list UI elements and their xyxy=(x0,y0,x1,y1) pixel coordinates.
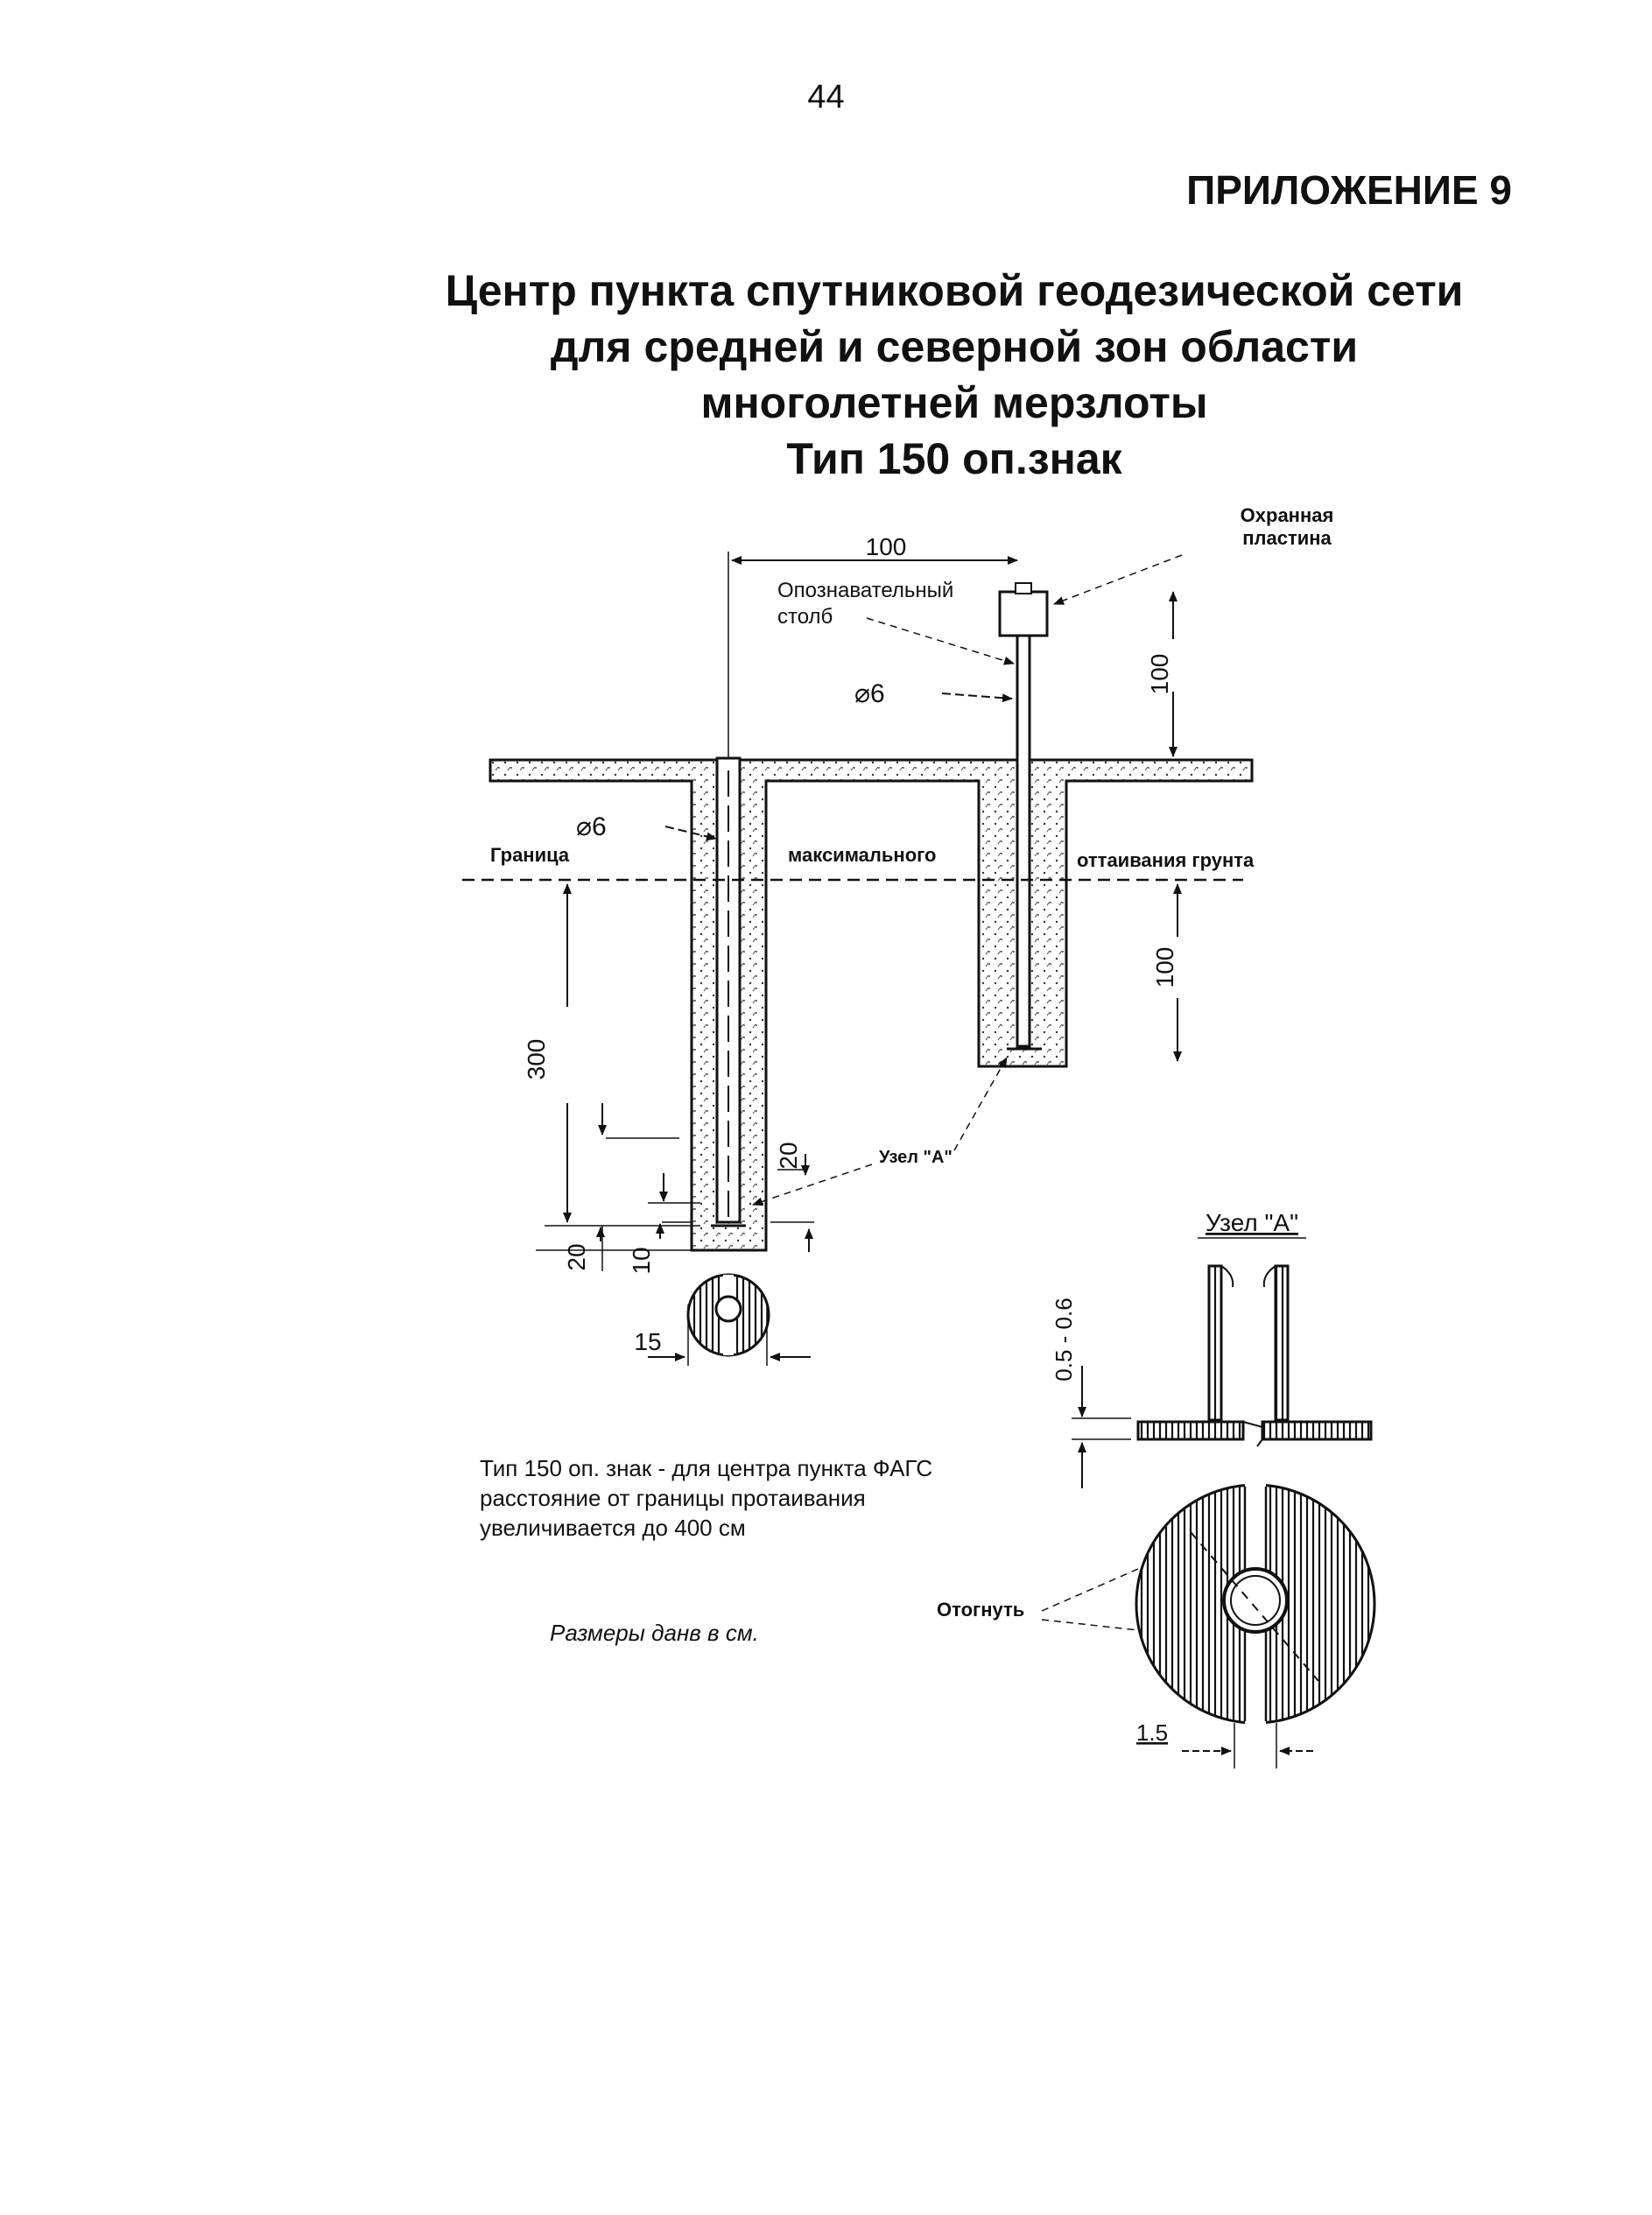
type-note-line-1: Тип 150 оп. знак - для центра пункта ФАГС xyxy=(480,1455,933,1481)
dim-post-height-label: 100 xyxy=(1146,653,1173,695)
diameter-post-label: ⌀6 xyxy=(854,679,885,708)
dim-20-inner-label: 20 xyxy=(775,1142,802,1170)
title-line-1: Центр пункта спутниковой геодезической сети xyxy=(445,266,1464,315)
dim-spacing-label: 100 xyxy=(865,533,907,560)
dimension-post-height xyxy=(1146,592,1173,756)
title-line-3: многолетней мерзлоты xyxy=(700,378,1208,427)
dim-below-boundary-label: 100 xyxy=(1151,946,1178,988)
main-pipe xyxy=(711,758,746,1226)
dim-15-label: 15 xyxy=(634,1328,662,1355)
page-number: 44 xyxy=(807,79,845,116)
dim-300-label: 300 xyxy=(523,1038,550,1080)
title-line-4: Тип 150 оп.знак xyxy=(786,434,1122,483)
boundary-word-1: Граница xyxy=(490,844,570,866)
dimension-300 xyxy=(523,884,700,1226)
dimension-20-left xyxy=(602,1103,700,1203)
units-note: Размеры данв в см. xyxy=(550,1620,759,1646)
dim-10-label: 10 xyxy=(628,1247,655,1275)
protective-plate-label-2: пластина xyxy=(1242,527,1332,549)
dimension-below-boundary xyxy=(1151,884,1178,1061)
dim-1-5-label: 1.5 xyxy=(1135,1719,1169,1746)
title-line-2: для средней и северной зон области xyxy=(550,322,1359,371)
callouts xyxy=(490,504,1333,1205)
bend-label: Отогнуть xyxy=(937,1599,1025,1621)
diameter-pipe-label: ⌀6 xyxy=(576,812,607,841)
base-disc-small xyxy=(688,1275,769,1355)
type-note-line-3: увеличивается до 400 см xyxy=(480,1515,746,1541)
boundary-word-2: максимального xyxy=(788,844,937,866)
node-a-title: Узел "А" xyxy=(1205,1209,1299,1236)
marker-post-label-2: столб xyxy=(777,605,833,629)
protective-plate-label-1: Охранная xyxy=(1240,504,1334,526)
type-note-line-2: расстояние от границы протаивания xyxy=(480,1485,866,1511)
dimension-bottom xyxy=(536,1222,814,1275)
dim-20-outer-label: 20 xyxy=(563,1243,590,1271)
appendix-heading: ПРИЛОЖЕНИЕ 9 xyxy=(1186,167,1512,213)
marker-post-label-1: Опознавательный xyxy=(777,579,954,602)
boundary-word-3: оттаивания грунта xyxy=(1077,849,1255,871)
dim-gap-label: 0.5 - 0.6 xyxy=(1051,1297,1077,1382)
node-a-callout: Узел "А" xyxy=(879,1148,953,1167)
type-note xyxy=(480,1453,1110,1543)
dimension-spacing xyxy=(728,533,1017,758)
dimension-20-right xyxy=(775,1142,805,1175)
protective-plate xyxy=(1000,592,1047,636)
